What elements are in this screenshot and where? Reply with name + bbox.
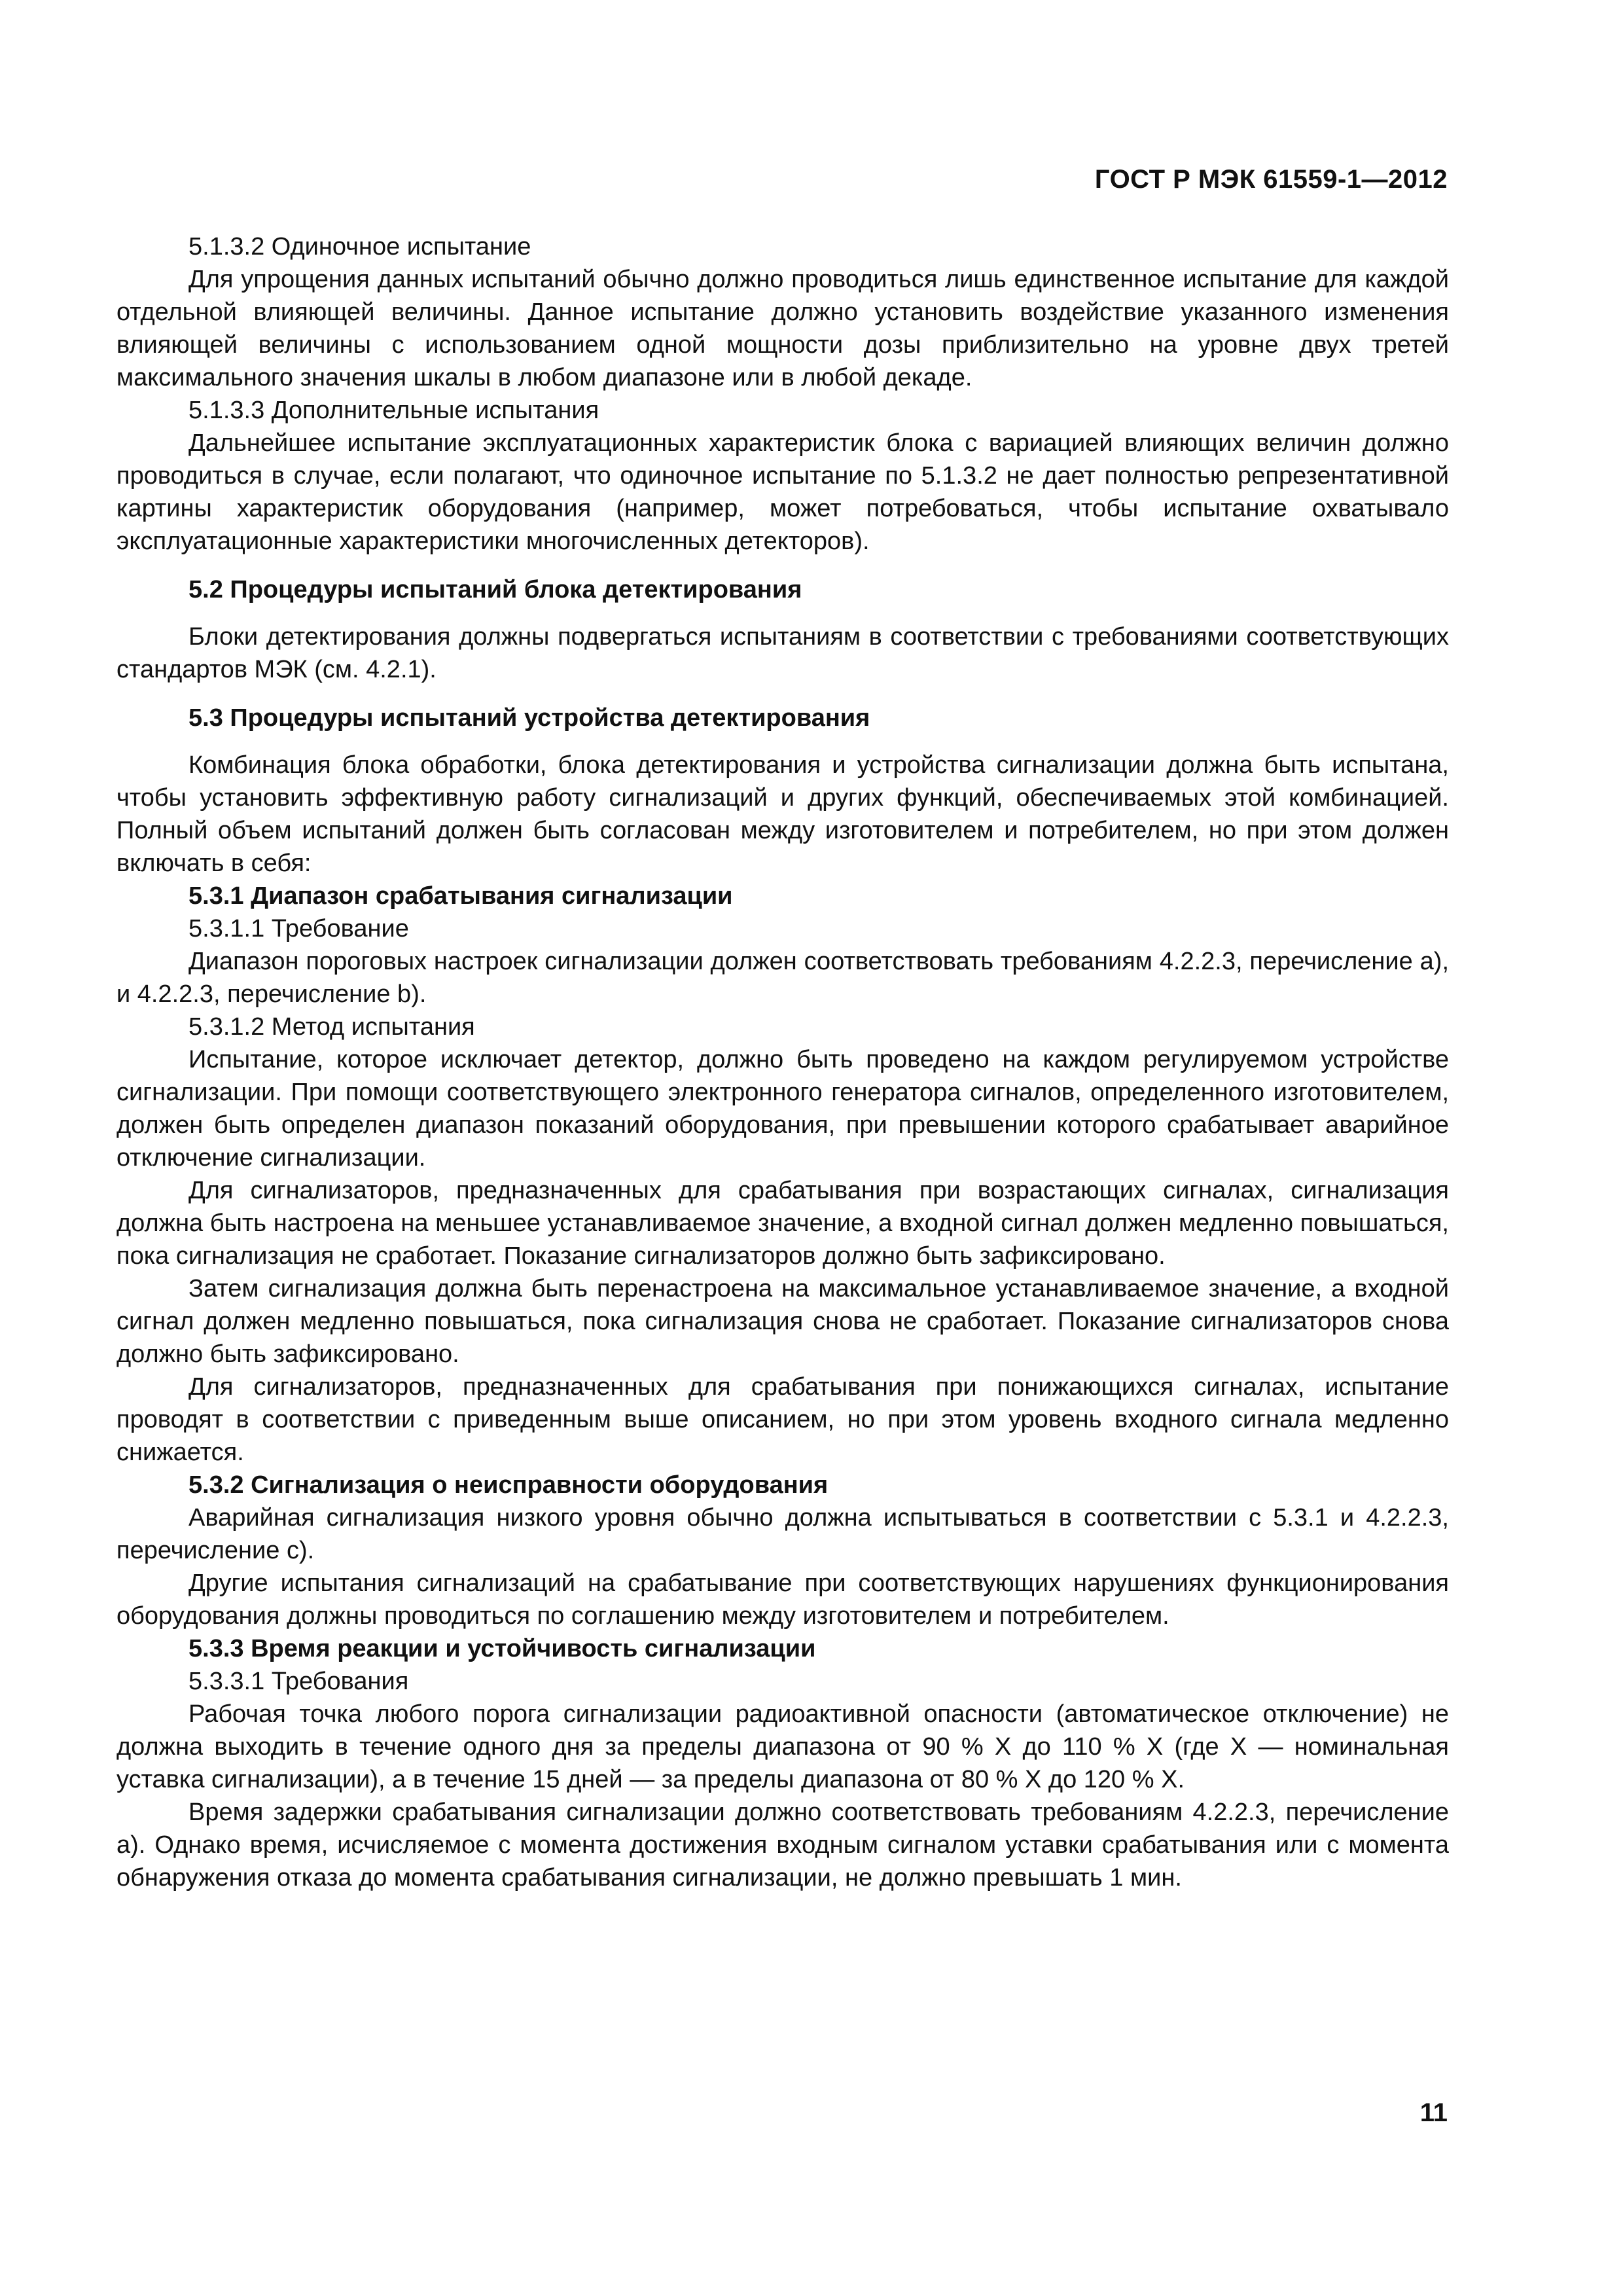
section-title-5-1-3-2: 5.1.3.2 Одиночное испытание bbox=[188, 233, 531, 260]
page-number: 11 bbox=[1419, 2098, 1448, 2127]
paragraph-delay-time: Время задержки срабатывания сигнализации должно соответствовать требованиям 4.2.2.3, перечисление а). Однако время, исчисляемое с момента достижения входным сигналом уставки срабатывания или с момента обнаружения отказа до момента срабатывания сигнализации, не должно превышать 1 мин. bbox=[116, 1799, 1449, 1892]
paragraph-operating-point: Рабочая точка любого порога сигнализации радиоактивной опасности (автоматическое отключение) не должна выходить в течение одного дня за пределы диапазона от 90 % X до 110 % X (где X — номинальная уставка сигнализации), а в течение 15 дней — за пределы диапазона от 80 % X до 120 % X. bbox=[116, 1700, 1449, 1793]
paragraph-test-method: Испытание, которое исключает детектор, должно быть проведено на каждом регулируемом устройстве сигнализации. При помощи соответствующего электронного генератора сигналов, определенного изготовителем, должен быть определен диапазон показаний оборудования, при превышении которого срабатывает аварийное отключение сигнализации. bbox=[116, 1046, 1449, 1172]
paragraph-decreasing-signals: Для сигнализаторов, предназначенных для срабатывания при понижающихся сигналах, испытание проводят в соответствии с приведенным выше описанием, но при этом уровень входного сигнала медленно снижается. bbox=[116, 1373, 1449, 1466]
paragraph-combination-tests: Комбинация блока обработки, блока детектирования и устройства сигнализации должна быть испытана, чтобы установить эффективную работу сигнализаций и других функций, обеспечиваемых этой комбинацией. Полный объем испытаний должен быть согласован между изготовителем и потребителем, но при этом должен включать в себя: bbox=[116, 751, 1449, 877]
section-title-5-3-3-1: 5.3.3.1 Требования bbox=[188, 1668, 409, 1695]
paragraph-other-alarm-tests: Другие испытания сигнализаций на срабатывание при соответствующих нарушениях функционирования оборудования должны проводиться по соглашению между изготовителем и потребителем. bbox=[116, 1570, 1449, 1630]
section-heading-5-2: 5.2 Процедуры испытаний блока детектирования bbox=[188, 576, 802, 603]
paragraph-low-level-alarm: Аварийная сигнализация низкого уровня обычно должна испытываться в соответствии с 5.3.1 и 4.2.2.3, перечисление с). bbox=[116, 1504, 1449, 1564]
section-heading-5-3: 5.3 Процедуры испытаний устройства детектирования bbox=[188, 704, 870, 732]
section-title-5-1-3-3: 5.1.3.3 Дополнительные испытания bbox=[188, 397, 599, 424]
paragraph-single-test: Для упрощения данных испытаний обычно должно проводиться лишь единственное испытание для каждой отдельной влияющей величины. Данное испытание должно установить воздействие указанного изменения влияющей величины с использованием одной мощности дозы приблизительно на уровне двух третей максимального значения шкалы в любом диапазоне или в любой декаде. bbox=[116, 266, 1449, 391]
paragraph-detection-block-tests: Блоки детектирования должны подвергаться испытаниям в соответствии с требованиями соответствующих стандартов МЭК (см. 4.2.1). bbox=[116, 623, 1449, 683]
paragraph-additional-tests: Дальнейшее испытание эксплуатационных характеристик блока с вариацией влияющих величин должно проводиться в случае, если полагают, что одиночное испытание по 5.1.3.2 не дает полностью репрезентативной картины характеристик оборудования (например, может потребоваться, чтобы испытание охватывало эксплуатационные характеристики многочисленных детекторов). bbox=[116, 429, 1449, 555]
standard-code-header: ГОСТ Р МЭК 61559-1—2012 bbox=[1094, 165, 1448, 194]
paragraph-readjust-max: Затем сигнализация должна быть перенастроена на максимальное устанавливаемое значение, а входной сигнал должен медленно повышаться, пока сигнализация снова не сработает. Показание сигнализаторов снова должно быть зафиксировано. bbox=[116, 1275, 1449, 1368]
document-body bbox=[116, 230, 1449, 1894]
paragraph-increasing-signals: Для сигнализаторов, предназначенных для срабатывания при возрастающих сигналах, сигнализация должна быть настроена на меньшее устанавливаемое значение, а входной сигнал должен медленно повышаться, пока сигнализация не сработает. Показание сигнализаторов должно быть зафиксировано. bbox=[116, 1177, 1449, 1270]
section-heading-5-3-3: 5.3.3 Время реакции и устойчивость сигнализации bbox=[188, 1635, 816, 1662]
section-title-5-3-1-2: 5.3.1.2 Метод испытания bbox=[188, 1013, 475, 1041]
section-heading-5-3-2: 5.3.2 Сигнализация о неисправности оборудования bbox=[188, 1471, 829, 1499]
section-heading-5-3-1: 5.3.1 Диапазон срабатывания сигнализации bbox=[188, 882, 733, 910]
paragraph-threshold-range: Диапазон пороговых настроек сигнализации должен соответствовать требованиям 4.2.2.3, перечисление а), и 4.2.2.3, перечисление b). bbox=[116, 948, 1449, 1008]
section-title-5-3-1-1: 5.3.1.1 Требование bbox=[188, 915, 409, 942]
